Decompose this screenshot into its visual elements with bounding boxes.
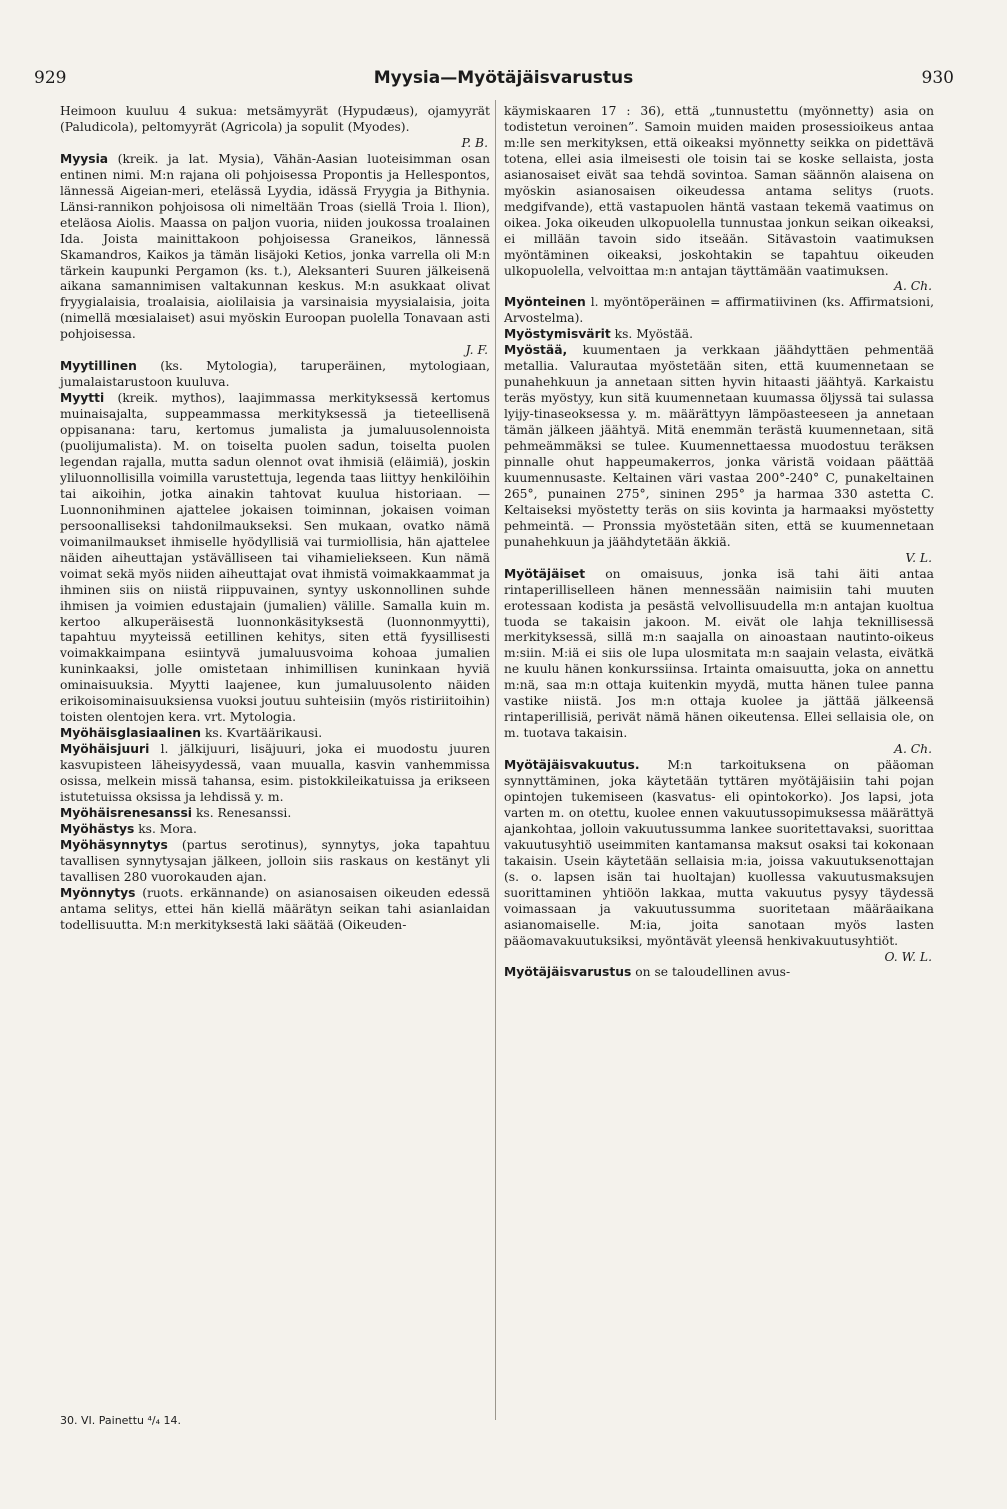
headword: Myöstymisvärit — [504, 327, 611, 342]
entry-myohaisglasiaalinen — [60, 726, 490, 742]
entry-myostaa — [504, 343, 934, 566]
entry-text: ks. Renesanssi. — [195, 805, 292, 820]
print-footer: 30. VI. Painettu ⁴/₄ 14. — [60, 1414, 182, 1427]
headword: Myytillinen — [60, 359, 137, 374]
entry-text: l. myöntöperäinen = affirmatiivinen (ks. Affirmatsioni, Arvostelma). — [504, 295, 934, 326]
entry-myohaisrenesanssi — [60, 806, 490, 822]
author-signature: P. B. — [461, 135, 488, 150]
author-signature: V. L. — [905, 550, 932, 565]
column-divider — [495, 100, 496, 1420]
entry-text: (ks. Mytologia), taruperäinen, mytologiaan, jumalaistarustoon kuuluva. — [60, 359, 490, 390]
headword: Myöhästys — [60, 821, 135, 836]
entry-myysia — [60, 152, 490, 359]
author-signature: J. F. — [465, 343, 488, 358]
entry-text: on se taloudellinen avus- — [635, 965, 791, 980]
headword: Myötäjäisvarustus — [504, 965, 632, 980]
entry-myytti — [60, 391, 490, 726]
headword: Myytti — [60, 391, 105, 406]
entry-myotajaiset — [504, 567, 934, 758]
page-number-right: 930 — [921, 68, 954, 88]
entry-text: kuumentaen ja verkkaan jäähdyttäen pehmentää metallia. Valurautaa myöstetään siten, että kuumennetaan se punahehkuun ja annetaan sitten hyvin hitaasti jäähtyä. Karkaistu teräs myöstyy, kun sitä kuumennetaan kuumassa öljyssä tai sulassa lyijy-tinaseoksessa y. m. määrättyyn lämpöasteeseen ja annetaan tämän jälkeen jäähtyä. Mitä enemmän terästä kuumennetaan, sitä pehmeämmäksi se tulee. Kuumennettaessa muodostuu teräksen pinnalle ohut happeumakerros, jonka väristä voidaan päättää kuumennusaste. Keltainen väri vastaa 200°-240° C, punakeltainen 265°, punainen 275°, sininen 295° ja harmaa 330 astetta C. Keltaiseksi myöstetty teräs on siis kovinta ja harmaaksi myöstetty pehmeintä. — Pronssia myöstetään siten, että se kuumennetaan punahehkuun ja jäähdytetään äkkiä. — [504, 343, 934, 549]
headword: Myöhäisglasiaalinen — [60, 726, 202, 741]
entry-myohastys — [60, 822, 490, 838]
running-title: Myysia—Myötäjäisvarustus — [373, 68, 634, 88]
headword: Myönteinen — [504, 295, 586, 310]
entry-continuation — [504, 104, 934, 295]
headword: Myötäjäisvakuutus. — [504, 758, 640, 773]
page-header — [0, 68, 1007, 92]
entry-text: käymiskaaren 17 : 36), että „tunnustettu (myönnetty) asia on todistetun veroinen”. Samoin muiden maiden prosessioikeus antaa m:lle sen merkityksen, että oikeaksi myönnetty seikka on pidettävä totena, ellei asia ilmeisesti ole toisin tai se koske sellaista, josta asianosaiset eivät saa tehdä sovintoa. Saman säännön alaisena on myöskin asianosaisen oikeudessa antama selitys (ruots. medgifvande), että vastapuolen häntä vastaan tekemä vaatimus on oikea. Joka oikeuden ulkopuolella tunnustaa jonkun seikan oikeaksi, ei millään tavoin sido itseään. Sitävastoin vaatimuksen myöntäminen oikeaksi, joskohtakin se tapahtuu oikeuden ulkopuolella, velvoittaa m:n antajan täyttämään vaatimuksen. — [504, 104, 934, 278]
headword: Myöhäisrenesanssi — [60, 805, 193, 820]
entry-text: Heimoon kuuluu 4 sukua: metsämyyrät (Hypudæus), ojamyyrät (Paludicola), peltomyyrät (Agricola) ja sopulit (Myodes). — [60, 104, 490, 134]
right-column — [504, 104, 934, 981]
headword: Myönnytys — [60, 885, 136, 900]
headword: Myysia — [60, 151, 109, 166]
entry-myonteinen — [504, 295, 934, 327]
entry-text: M:n tarkoituksena on pääoman synnyttäminen, joka käytetään tyttären myötäjäisiin tahi pojan opintojen tukemiseen (kasvatus- eli opintokorko). Jos lapsi, jota varten m. on otettu, kuolee ennen vakuutussopimuksessa määrättyä ajankohtaa, jolloin vakuutussumma lankee suoritettavaksi, suorittaa vakuutusyhtiö useimmiten kantamansa maksut osaksi tai kokonaan takaisin. Usein käytetään sellaisia m:ia, joissa vakuutuksenottajan (s. o. lapsen isän tai huoltajan) kuollessa vakuutusmaksujen suorittaminen yhtiöön lakkaa, mutta vakuutus pysyy täydessä voimassaan ja vakuutussumma suoritetaan määräaikana asianomaiselle. M:ia, joita sanotaan myös lasten pääomavakuutuksiksi, myöntävät yleensä henkivakuutusyhtiöt. — [504, 758, 934, 948]
entry-myotajaisvakuutus — [504, 758, 934, 965]
headword: Myöstää, — [504, 343, 568, 358]
entry-myostymisvarit — [504, 327, 934, 343]
entry-text: ks. Mora. — [138, 821, 197, 836]
entry-text: (ruots. erkännande) on asianosaisen oikeuden edessä antama selitys, ettei hän kiellä määrätyn seikan tahi asianlaidan todellisuutta. M:n merkityksestä laki säätää (Oikeuden- — [60, 885, 490, 932]
entry-myohasynnytys — [60, 838, 490, 886]
entry-text: on omaisuus, jonka isä tahi äiti antaa rintaperilliselleen hänen mennessään naimisiin tahi muuten erotessaan kodista ja pesästä velvollisuudella m:n antajan kuoltua tuoda se takaisin jakoon. M. eivät ole lahja teknillisessä merkityksessä, sillä m:n saajalla on ainoastaan nautinto-oikeus m:siin. M:iä ei siis ole lupa ulosmitata m:n saajain velasta, eivätkä ne kuulu hänen konkurssiinsa. Irtainta omaisuutta, joka on annettu m:nä, saa m:n ottaja kuitenkin myydä, mutta hänen tulee panna vastike niistä. Jos m:n ottaja kuolee ja jättää jälkeensä rintaperillisiä, perivät nämä hänen oikeutensa. Ellei sellaisia ole, on m. tuotava takaisin. — [504, 566, 934, 741]
entry-myotajaisvarustus — [504, 965, 934, 981]
entry-text: (kreik. ja lat. Mysia), Vähän-Aasian luoteisimman osan entinen nimi. M:n rajana oli pohjoisessa Propontis ja Hellespontos, lännessä Aigeian-meri, etelässä Lyydia, idässä Fryygia ja Bithynia. Länsi-rannikon pohjoisosa oli nimeltään Troas (siellä Troia l. Ilion), eteläosa Aiolis. Maassa on paljon vuoria, niiden joukossa troalainen Ida. Joista mainittakoon pohjoisessa Graneikos, lännessä Skamandros, Kaikos ja tämän lisäjoki Ketios, jonka varrella oli M:n tärkein kaupunki Pergamon (ks. t.), Aleksanteri Suuren jälkeisenä aikana samannimisen valtakunnan keskus. M:n asukkaat olivat fryygialaisia, troalaisia, aiolilaisia ja varsinaisia myysialaisia, joita (nimellä mœsialaiset) asui myöskin Euroopan puolella Tonavaan asti pohjoisessa. — [60, 151, 490, 342]
author-signature: A. Ch. — [894, 279, 932, 294]
headword: Myöhäisjuuri — [60, 742, 150, 757]
entry-text: ks. Kvartäärikausi. — [204, 726, 323, 741]
page-number-left: 929 — [34, 68, 67, 88]
author-signature: A. Ch. — [894, 742, 932, 757]
headword: Myöhäsynnytys — [60, 837, 168, 852]
entry-continuation — [60, 104, 490, 152]
entry-myohaisjuuri — [60, 742, 490, 806]
entry-text: ks. Myöstää. — [614, 327, 694, 342]
entry-text: (partus serotinus), synnytys, joka tapahtuu tavallisen synnytysajan jälkeen, jolloin siis raskaus on kestänyt yli tavallisen 280 vuorokauden ajan. — [60, 837, 490, 884]
author-signature: O. W. L. — [884, 949, 932, 964]
left-column — [60, 104, 490, 934]
headword: Myötäjäiset — [504, 566, 586, 581]
entry-text: (kreik. mythos), laajimmassa merkityksessä kertomus muinaisajalta, suppeammassa merkityksessä ja tieteellisenä oppisanana: taru, kertomus jumalista ja jumaluusolennoista (puolijumalista). M. on toiselta puolen sadun, toiselta puolen legendan rajalla, mutta sadun olennot ovat ihmisiä (eläimiä), joskin yliluonnollisilla voimilla varustettuja, legenda taas liittyy henkilöihin tai aikoihin, jotka ainakin tahtovat kuulua historiaan. — Luonnonihminen ajattelee jokaisen toiminnan, jokaisen voiman persoonalliseksi tahdonilmaukseksi. Sen mukaan, ovatko nämä voimanilmaukset ihmiselle hyödyllisiä vai turmiollisia, hän ajattelee näiden aiheuttajan ystävälliseen tai vihamieliekseen. Kun nämä voimat sekä myös niiden aiheuttajat ovat ihmistä voimakkaammat ja ihminen siis on niistä riippuvainen, syntyy uskonnollinen suhde ihmisen ja voimien edustajain (jumalien) välille. Samalla kuin m. kertoo alkuperäisestä luonnonkäsityksestä (luonnonmyytti), tapahtuu myyteissä eetillinen kehitys, siten että fyysillisesti voimakkaimpana esiintyvä jumaluusvoima kohoaa jumalien kuninkaaksi, jolle omistetaan inhimillisen kuninkaan hyviä ominaisuuksia. Myytti laajenee, kun jumaluusolento näiden erikoisominaisuuksiensa vuoksi joutuu suhteisiin (myös ristiriitoihin) toisten olentojen kera. vrt. Mytologia. — [60, 391, 490, 725]
entry-myytillinen — [60, 359, 490, 391]
entry-myonnytys — [60, 886, 490, 934]
entry-text: l. jälkijuuri, lisäjuuri, joka ei muodostu juuren kasvupisteen läheisyydessä, vaan muualla, kasvin vanhemmissa osissa, melkein missä tahansa, esim. pistokkileikatuissa ja erikseen istutetuissa oksissa ja lehdissä y. m. — [60, 742, 490, 804]
